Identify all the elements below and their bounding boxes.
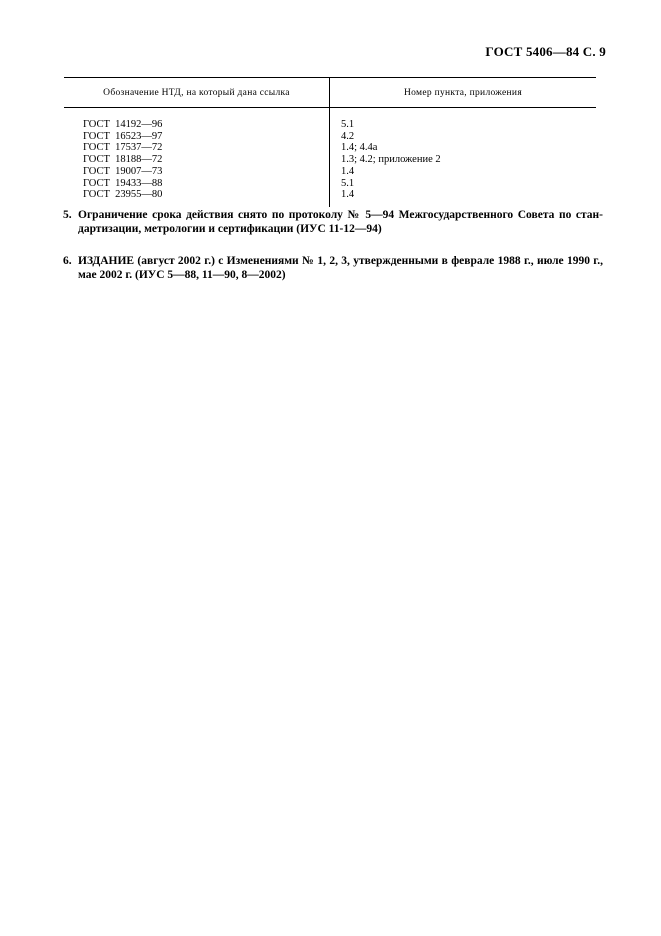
notes-section: [63, 208, 603, 300]
document-cell: ГОСТ 16523—97: [83, 130, 163, 142]
page-header: ГОСТ 5406—84 С. 9: [485, 44, 606, 59]
clause-cell: 5.1: [341, 177, 355, 189]
column-header-clause: Номер пункта, приложения: [404, 87, 522, 98]
clause-cell: 1.3; 4.2; приложение 2: [341, 154, 441, 166]
document-column: [64, 108, 330, 207]
document-cell: ГОСТ 19433—88: [83, 177, 163, 189]
note-number: 6.: [63, 255, 72, 267]
note-number: 5.: [63, 209, 72, 221]
column-header-document-label: Обозначение НТД, на который дана ссылка: [103, 87, 290, 98]
note-item: [63, 208, 603, 236]
clause-cell: 5.1: [341, 119, 355, 130]
table-header-row: [64, 77, 596, 108]
table-body: [64, 108, 596, 207]
note-text: ИЗДАНИЕ (август 2002 г.) с Изменениями № 1, 2, 3, утвержденными в феврале 1988 г., июле 1990 г., мае 2002 г. (ИУС 5—88, 11—90, 8—2002): [78, 255, 603, 281]
clause-cell: 1.4; 4.4а: [341, 142, 378, 154]
document-cell: ГОСТ 18188—72: [83, 154, 163, 166]
note-item: [63, 254, 603, 282]
document-cell: ГОСТ 17537—72: [83, 142, 163, 154]
column-header-document: [64, 78, 330, 107]
clause-cell: 1.4: [341, 189, 355, 201]
references-table: [64, 77, 596, 207]
document-cell: ГОСТ 14192—96: [83, 119, 163, 130]
note-text: Ограничение срока действия снято по протоколу № 5—94 Межгосударственного Совета по стан-дартизации, метрологии и сертификации (ИУС 11-12—94): [78, 209, 603, 235]
clause-cell: 1.4: [341, 165, 355, 177]
document-cell: ГОСТ 19007—73: [83, 165, 163, 177]
clause-cell: 4.2: [341, 130, 355, 142]
document-cell: ГОСТ 23955—80: [83, 189, 163, 201]
clause-column: [330, 108, 596, 207]
